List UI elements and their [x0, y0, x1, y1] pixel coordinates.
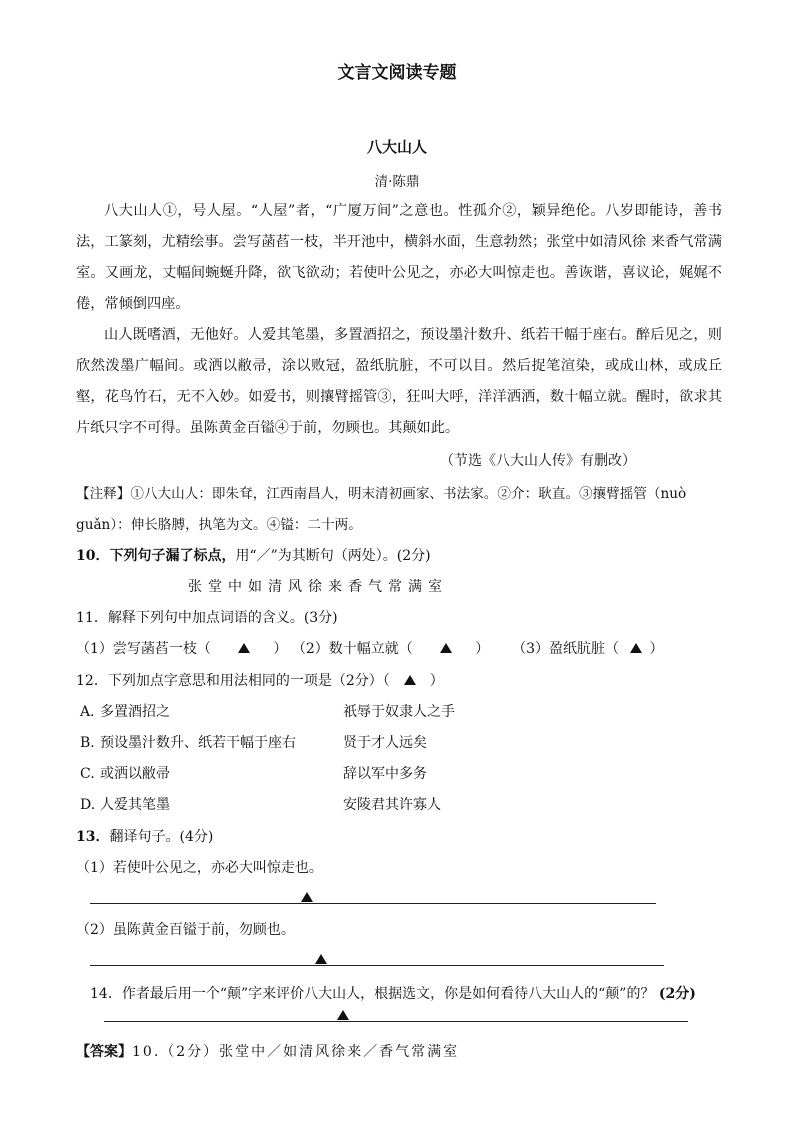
q12-option-a-right: 祇辱于奴隶人之手	[343, 704, 455, 720]
question-13	[76, 826, 213, 846]
option-label: A．	[80, 704, 105, 720]
q12-option-c-right: 辞以军中多务	[343, 766, 427, 782]
question-10-sentence: 张堂中如清风徐来香气常满室	[188, 579, 448, 595]
passage-paragraph-2: 山人既嗜酒，无他好。人爱其笔墨，多置酒招之，预设墨汁数升、纸若干幅于座右。醉后见之，则欣然泼墨广幅间。或洒以敝帚，涂以败冠，盈纸肮脏，不可以目。然后捉笔渲染，或成山林，或成丘壑，花鸟竹石，无不入妙。如爱书，则攘臂摇管③，狂叫大呼，洋洋洒洒，数十幅立就。醒时，欲求其片纸只字不可得。虽陈黄金百镒④于前，勿顾也。其颠如此。	[76, 327, 722, 436]
triangle-marker-icon	[404, 675, 416, 685]
option-label: B.	[80, 735, 95, 751]
q12-close: ）	[429, 673, 444, 689]
passage-paragraph-1: 八大山人①，号人屋。“人屋”者，“广厦万间”之意也。性孤介②，颖异绝伦。八岁即能诗，善书法，工篆刻，尤精绘事。尝写菡萏一枝，半开池中，横斜水面，生意勃然；张堂中如清风徐 来香气常满室。又画龙，丈幅间蜿蜒升降，欲飞欲动；若使叶公见之，亦必大叫惊走也。善诙谐，喜议论，娓娓不倦，常倾倒四座。	[76, 203, 722, 312]
passage-source: （节选《八大山人传》有删改）	[440, 453, 636, 469]
question-10	[76, 545, 431, 565]
q13-answer-line-2[interactable]	[90, 965, 664, 966]
q14-answer-line[interactable]	[104, 1021, 688, 1022]
q12-option-c[interactable]	[80, 763, 170, 783]
triangle-marker-icon	[440, 643, 452, 653]
passage-author: 清·陈鼎	[374, 174, 420, 190]
q13-item-2: （2）虽陈黄金百镒于前，勿顾也。	[76, 922, 295, 938]
question-10-instruction: 用“／”为其断句（两处）。(2分)	[235, 548, 431, 564]
option-label: D.	[80, 797, 96, 813]
question-11-items	[76, 638, 663, 658]
q11-close-3: ）	[649, 641, 664, 657]
document-title: 文言文阅读专题	[337, 63, 457, 83]
passage-title: 八大山人	[366, 138, 427, 156]
q11-close-1: ）	[273, 641, 288, 657]
q11-close-2: ）	[475, 641, 490, 657]
notes-line-2: guǎn）：伸长胳膊，执笔为文。④镒：二十两。	[76, 517, 362, 533]
q11-answer-3-blank[interactable]	[623, 641, 649, 657]
q12-stem-text: 12．下列加点字意思和用法相同的一项是（2分）（	[76, 673, 390, 689]
option-left: 预设墨汁数升、纸若干幅于座右	[100, 735, 296, 751]
q11-answer-2-blank[interactable]	[417, 641, 475, 657]
notes-line-1: 【注释】①八大山人：即朱耷，江西南昌人，明末清初画家、书法家。②介：耿直。③攘臂摇管（nuò	[76, 486, 687, 502]
question-14	[90, 983, 696, 1003]
question-13-number: 13．	[76, 829, 110, 845]
option-left: 或洒以敝帚	[100, 766, 170, 782]
option-left: 人爱其笔墨	[100, 797, 170, 813]
answer-section	[76, 1041, 459, 1061]
triangle-marker-icon	[238, 643, 250, 653]
answer-label: 【答案】	[76, 1044, 132, 1060]
question-14-score: (2分)	[658, 986, 696, 1002]
q12-answer-blank[interactable]	[390, 673, 430, 689]
answer-text: 10.（2分）张堂中／如清风徐来／香气常满室	[132, 1044, 460, 1060]
q11-answer-1-blank[interactable]	[215, 641, 273, 657]
q12-option-a[interactable]	[80, 701, 170, 721]
option-label: C.	[80, 766, 95, 782]
q13-item-1: （1）若使叶公见之，亦必大叫惊走也。	[76, 860, 323, 876]
option-left: 多置酒招之	[100, 704, 170, 720]
triangle-marker-icon	[630, 643, 642, 653]
question-11-stem: 11．解释下列句中加点词语的含义。(3分)	[76, 610, 338, 626]
q12-option-b-right: 贤于才人远矣	[343, 735, 427, 751]
question-14-stem: 14．作者最后用一个“颠”字来评价八大山人，根据选文，你是如何看待八大山人的“颠”的？	[90, 986, 655, 1002]
q11-item-3: （3）盈纸肮脏（	[512, 641, 620, 657]
question-10-number: 10．	[76, 548, 110, 564]
q12-option-b[interactable]	[80, 732, 296, 752]
q12-option-d-right: 安陵君其许寡人	[343, 797, 441, 813]
q11-item-1: （1）尝写菡萏一枝（	[76, 641, 211, 657]
question-12-stem	[76, 670, 444, 690]
question-13-stem: 翻译句子。(4分)	[109, 829, 214, 845]
question-10-stem: 下列句子漏了标点，	[109, 548, 236, 564]
q12-option-d[interactable]	[80, 794, 170, 814]
q13-answer-line-1[interactable]	[90, 903, 656, 904]
q11-item-2: （2）数十幅立就（	[291, 641, 413, 657]
